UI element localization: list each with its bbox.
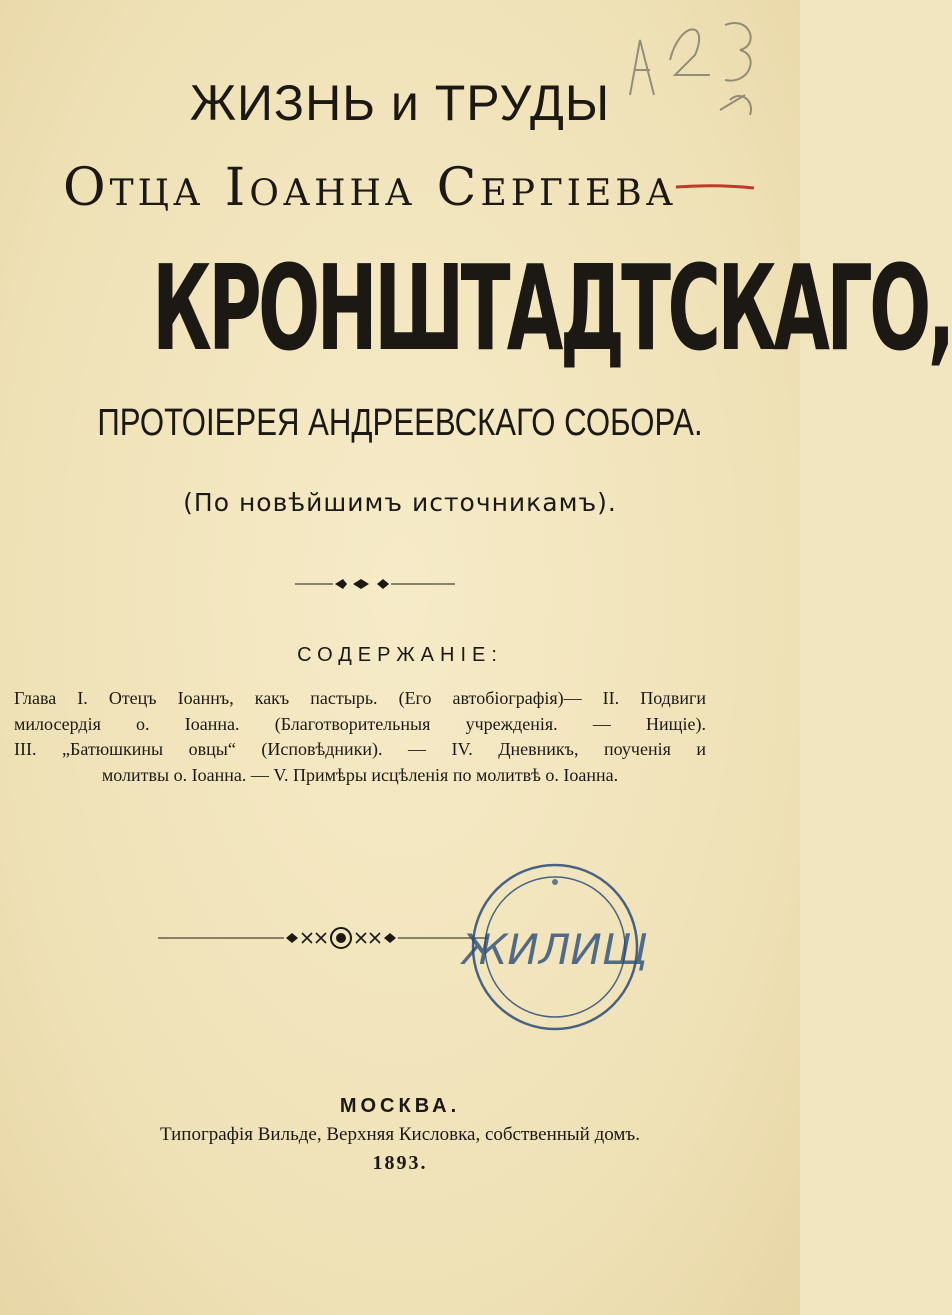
imprint-printer: Типографія Вильде, Верхняя Кисловка, собственный домъ. bbox=[159, 1124, 641, 1145]
title-line-5: (По новѣйшимъ источникамъ). bbox=[183, 488, 617, 517]
stamp-text: ЖИЛИЩ bbox=[462, 925, 648, 974]
contents-list bbox=[14, 686, 706, 788]
title-line-2: Отца Іоанна Сергіева bbox=[62, 158, 678, 218]
ornament-divider-top bbox=[295, 574, 455, 594]
imprint-city: МОСКВА. bbox=[339, 1095, 461, 1117]
contents-line: Глава I. Отецъ Іоаннъ, какъ пастырь. (Его автобіографія)— II. Подвиги bbox=[14, 688, 706, 708]
contents-heading: СОДЕРЖАНІЕ: bbox=[297, 644, 503, 666]
title-line-4: ПРОТОІЕРЕЯ АНДРЕЕВСКАГО СОБОРА. bbox=[97, 402, 703, 444]
contents-line: милосердія о. Іоанна. (Благотворительныя учрежденія. — Нищіе). bbox=[14, 713, 706, 734]
library-stamp bbox=[455, 852, 655, 1032]
contents-line: молитвы о. Іоанна. — V. Примѣры исцѣленія по молитвѣ о. Іоанна. bbox=[101, 764, 619, 785]
ornament-divider-bottom bbox=[158, 925, 488, 951]
title-line-3: КРОНШТАДТСКАГО, bbox=[152, 239, 952, 377]
imprint-year: 1893. bbox=[372, 1152, 428, 1174]
contents-line: III. „Батюшкины овцы“ (Исповѣдники). — IV. Дневникъ, поученія и bbox=[14, 739, 706, 759]
title-line-1: ЖИЗНЬ и ТРУДЫ bbox=[189, 75, 611, 131]
red-pencil-mark bbox=[676, 183, 754, 191]
